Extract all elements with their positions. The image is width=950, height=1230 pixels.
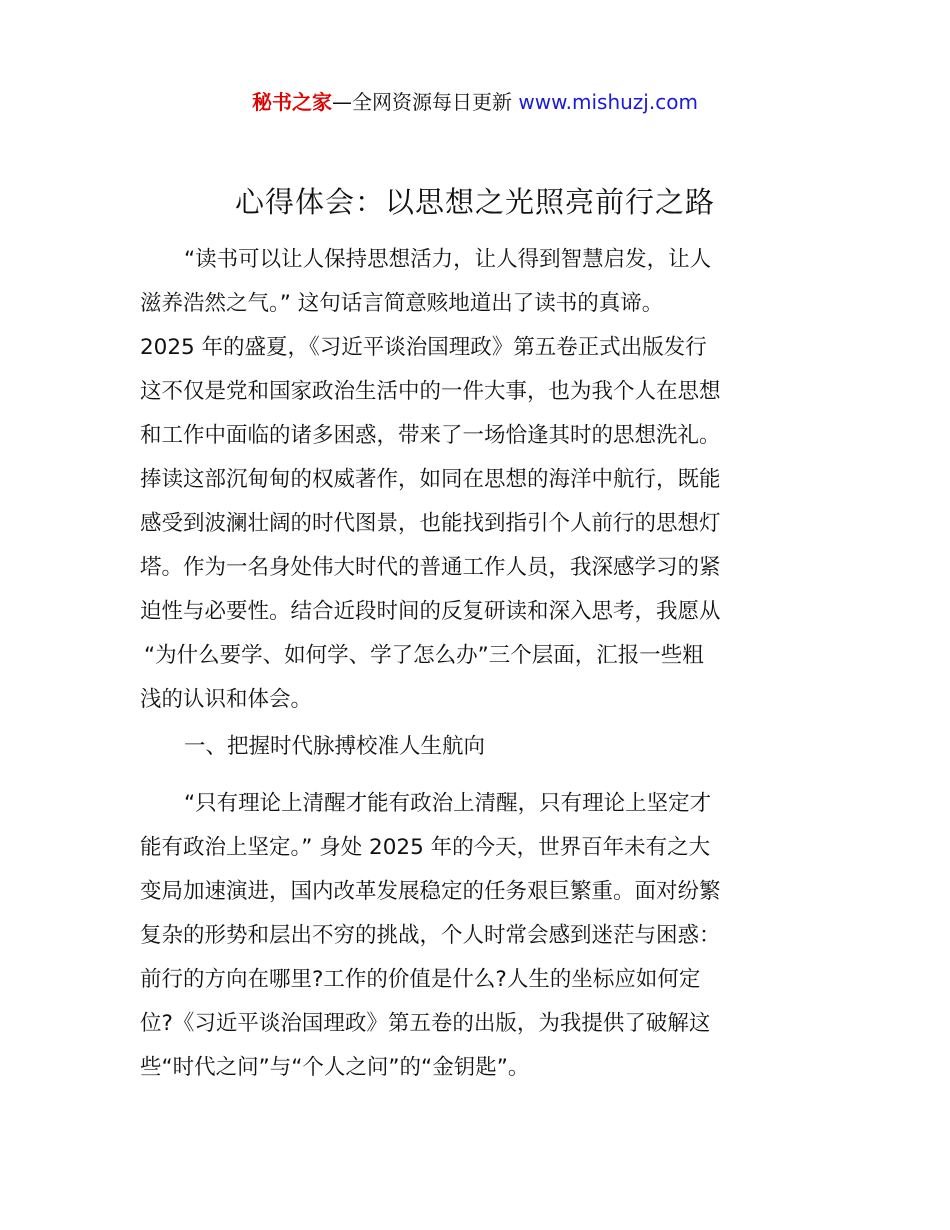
text-line: 浅的认识和体会。 <box>140 687 313 712</box>
paragraph-section-1 <box>140 782 820 1090</box>
header-tagline: —全网资源每日更新 <box>332 90 519 114</box>
site-header <box>0 86 950 118</box>
text-line: 感受到波澜壮阔的时代图景，也能找到指引个人前行的思想灯 <box>140 511 721 536</box>
text-line: 迫性与必要性。结合近段时间的反复研读和深入思考，我愿从 <box>140 599 721 624</box>
text-line: “为什么要学、如何学、学了怎么办”三个层面，汇报一些粗 <box>144 643 704 668</box>
brand-name: 秘书之家 <box>252 90 333 114</box>
text-line: 和工作中面临的诸多困惑，带来了一场恰逢其时的思想洗礼。 <box>140 423 721 448</box>
text-line: 这不仅是党和国家政治生活中的一件大事，也为我个人在思想 <box>140 379 721 404</box>
text-line: 复杂的形势和层出不穷的挑战，个人时常会感到迷茫与困惑： <box>140 923 721 948</box>
text-line: 些“时代之问”与“个人之问”的“金钥匙”。 <box>140 1055 530 1080</box>
section-heading-text: 一、把握时代脉搏校准人生航向 <box>184 734 486 759</box>
text-line: 滋养浩然之气。” 这句话言简意赅地道出了读书的真谛。 <box>140 291 664 316</box>
paragraph-intro <box>140 238 820 722</box>
document-title: 心得体会：以思想之光照亮前行之路 <box>234 185 715 219</box>
site-url-link[interactable]: www.mishuzj.com <box>518 90 698 114</box>
text-line: “读书可以让人保持思想活力，让人得到智慧启发，让人 <box>184 247 712 272</box>
text-line: 位?《习近平谈治国理政》第五卷的出版，为我提供了破解这 <box>140 1011 711 1036</box>
text-line: 捧读这部沉甸甸的权威著作，如同在思想的海洋中航行，既能 <box>140 467 721 492</box>
text-line: 塔。作为一名身处伟大时代的普通工作人员，我深感学习的紧 <box>140 555 721 580</box>
section-heading-1 <box>140 725 820 769</box>
text-line: 变局加速演进，国内改革发展稳定的任务艰巨繁重。面对纷繁 <box>140 879 721 904</box>
text-line: “只有理论上清醒才能有政治上清醒，只有理论上坚定才 <box>184 791 712 816</box>
text-line: 2025 年的盛夏，《习近平谈治国理政》第五卷正式出版发行 <box>140 335 707 360</box>
text-line: 前行的方向在哪里?工作的价值是什么?人生的坐标应如何定 <box>140 967 701 992</box>
text-line: 能有政治上坚定。” 身处 2025 年的今天，世界百年未有之大 <box>140 835 711 860</box>
